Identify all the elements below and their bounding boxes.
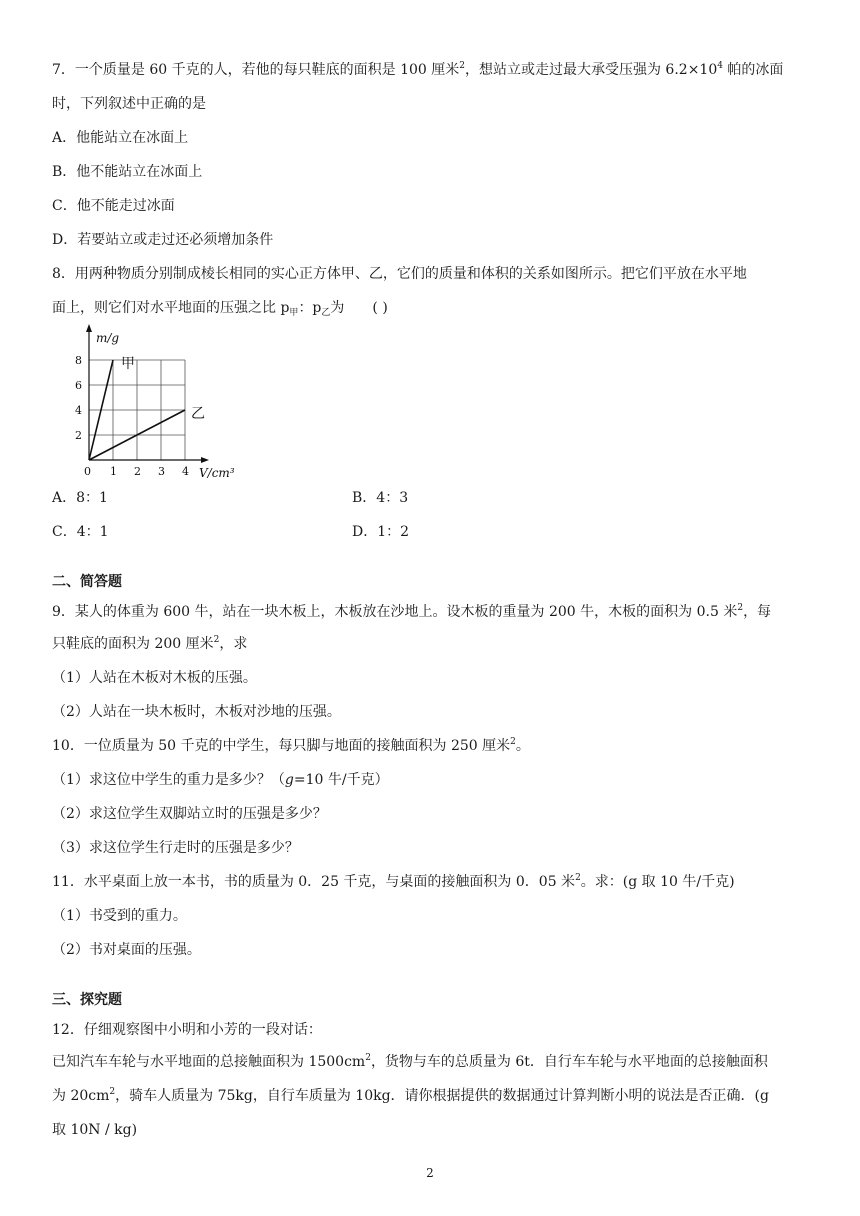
- mass-volume-chart: [66, 322, 256, 482]
- q9-part-1: （1）人站在木板对木板的压强。: [52, 670, 257, 686]
- q9-stem-line1: [52, 602, 771, 622]
- x-tick-label: 3: [158, 465, 165, 478]
- page-number: 2: [426, 1166, 434, 1180]
- q8-stem-line2: [52, 298, 388, 318]
- q12-line2: [52, 1052, 768, 1072]
- q7-option-a: A．他能站立在冰面上: [52, 130, 189, 146]
- q9-text: 只鞋底的面积为 200 厘米: [52, 636, 214, 652]
- q11-stem: [52, 872, 735, 892]
- q7-text: 7．一个质量是 60 千克的人，若他的每只鞋底的面积是 100 厘米: [52, 62, 460, 78]
- q8-option-c: C．4：1: [52, 524, 109, 540]
- q12-line3: [52, 1086, 769, 1106]
- section-heading-2: 二、简答题: [52, 574, 122, 590]
- q9-part-2: （2）人站在一块木板时，木板对沙地的压强。: [52, 704, 341, 720]
- q12-text: 为 20cm: [52, 1088, 110, 1104]
- q9-text: ，每: [743, 604, 772, 620]
- q9-stem-line2: [52, 634, 247, 654]
- q8-option-d: D．1：2: [352, 524, 410, 540]
- x-tick-label: 4: [182, 465, 189, 478]
- q10-sup: 2: [510, 737, 516, 747]
- x-tick-label: 0: [84, 465, 91, 478]
- q12-sup: 2: [109, 1087, 116, 1097]
- q7-stem-line2: 时，下列叙述中正确的是: [52, 96, 206, 112]
- q9-text: 9．某人的体重为 600 牛，站在一块木板上，木板放在沙地上。设木板的重量为 200 牛，木板的面积为 0.5 米: [52, 604, 738, 620]
- q8-text: ：p: [298, 300, 322, 316]
- q10-part-3: （3）求这位学生行走时的压强是多少？: [52, 840, 299, 856]
- q7-text: 帕的冰面: [722, 62, 784, 78]
- q8-text: 面上，则它们对水平地面的压强之比 p: [52, 300, 290, 316]
- y-tick-label: 8: [75, 354, 82, 367]
- q11-text: 。求：(g 取 10 牛/千克): [580, 874, 735, 890]
- x-axis-label: V/cm³: [199, 466, 235, 480]
- y-tick-label: 6: [75, 379, 82, 392]
- q10-text: 。: [515, 738, 530, 754]
- q9-text: ，求: [219, 636, 248, 652]
- q8-stem-line1: 8．用两种物质分别制成棱长相同的实心正方体甲、乙，它们的质量和体积的关系如图所示。把它们平放在水平地: [52, 266, 747, 282]
- q11-sup: 2: [575, 873, 581, 883]
- q10-g-symbol: g: [284, 772, 294, 788]
- q8-text: 为: [330, 300, 345, 316]
- x-tick-label: 2: [134, 465, 141, 478]
- q12-line1: 12．仔细观察图中小明和小芳的一段对话：: [52, 1022, 322, 1038]
- q7-option-c: C．他不能走过冰面: [52, 198, 175, 214]
- q12-text: 已知汽车车轮与水平地面的总接触面积为 1500cm: [52, 1054, 366, 1070]
- q12-text: ，货物与车的总质量为 6t．自行车车轮与水平地面的总接触面积: [370, 1054, 768, 1070]
- q11-part-1: （1）书受到的重力。: [52, 908, 187, 924]
- q10-text: （1）求这位中学生的重力是多少？（: [52, 772, 285, 788]
- q11-text: 11．水平桌面上放一本书，书的质量为 0．25 千克，与桌面的接触面积为 0．05 米: [52, 874, 576, 890]
- q8-sub: 乙: [321, 308, 331, 318]
- q7-stem-line1: [52, 60, 783, 80]
- q7-option-d: D．若要站立或走过还必须增加条件: [52, 232, 274, 248]
- q7-option-b: B．他不能站立在冰面上: [52, 164, 203, 180]
- q10-part-1: [52, 770, 389, 790]
- y-tick-label: 4: [75, 404, 82, 417]
- q7-sup: 4: [717, 61, 723, 71]
- section-heading-3: 三、探究题: [52, 992, 122, 1008]
- q10-stem: [52, 736, 530, 756]
- series-label: 乙: [191, 406, 205, 422]
- x-tick-label: 1: [110, 465, 117, 478]
- q10-text: 10．一位质量为 50 千克的中学生，每只脚与地面的接触面积为 250 厘米: [52, 738, 511, 754]
- series-label: 甲: [121, 356, 135, 372]
- q9-sup: 2: [213, 635, 220, 645]
- q11-part-2: （2）书对桌面的压强。: [52, 942, 201, 958]
- q7-text: ，想站立或走过最大承受压强为 6.2×10: [464, 62, 718, 78]
- q12-text: ，骑车人质量为 75kg，自行车质量为 10kg．请你根据提供的数据通过计算判断小明的说法是否正确．(g: [115, 1088, 769, 1104]
- y-axis-label: m/g: [96, 331, 120, 345]
- y-axis-arrow: [86, 324, 92, 332]
- answer-paren: ( ): [372, 300, 388, 316]
- x-axis-arrow: [201, 457, 209, 463]
- q8-sub: 甲: [289, 308, 299, 318]
- q8-option-b: B．4：3: [352, 490, 409, 506]
- q7-sup: 2: [459, 61, 465, 71]
- q10-part-2: （2）求这位学生双脚站立时的压强是多少？: [52, 806, 327, 822]
- q9-sup: 2: [737, 603, 744, 613]
- y-tick-label: 2: [75, 429, 82, 442]
- q12-sup: 2: [365, 1053, 371, 1063]
- q8-option-a: A．8：1: [52, 490, 108, 506]
- q12-line4: 取 10N / kg): [52, 1122, 138, 1138]
- q10-text: =10 牛/千克）: [293, 772, 389, 788]
